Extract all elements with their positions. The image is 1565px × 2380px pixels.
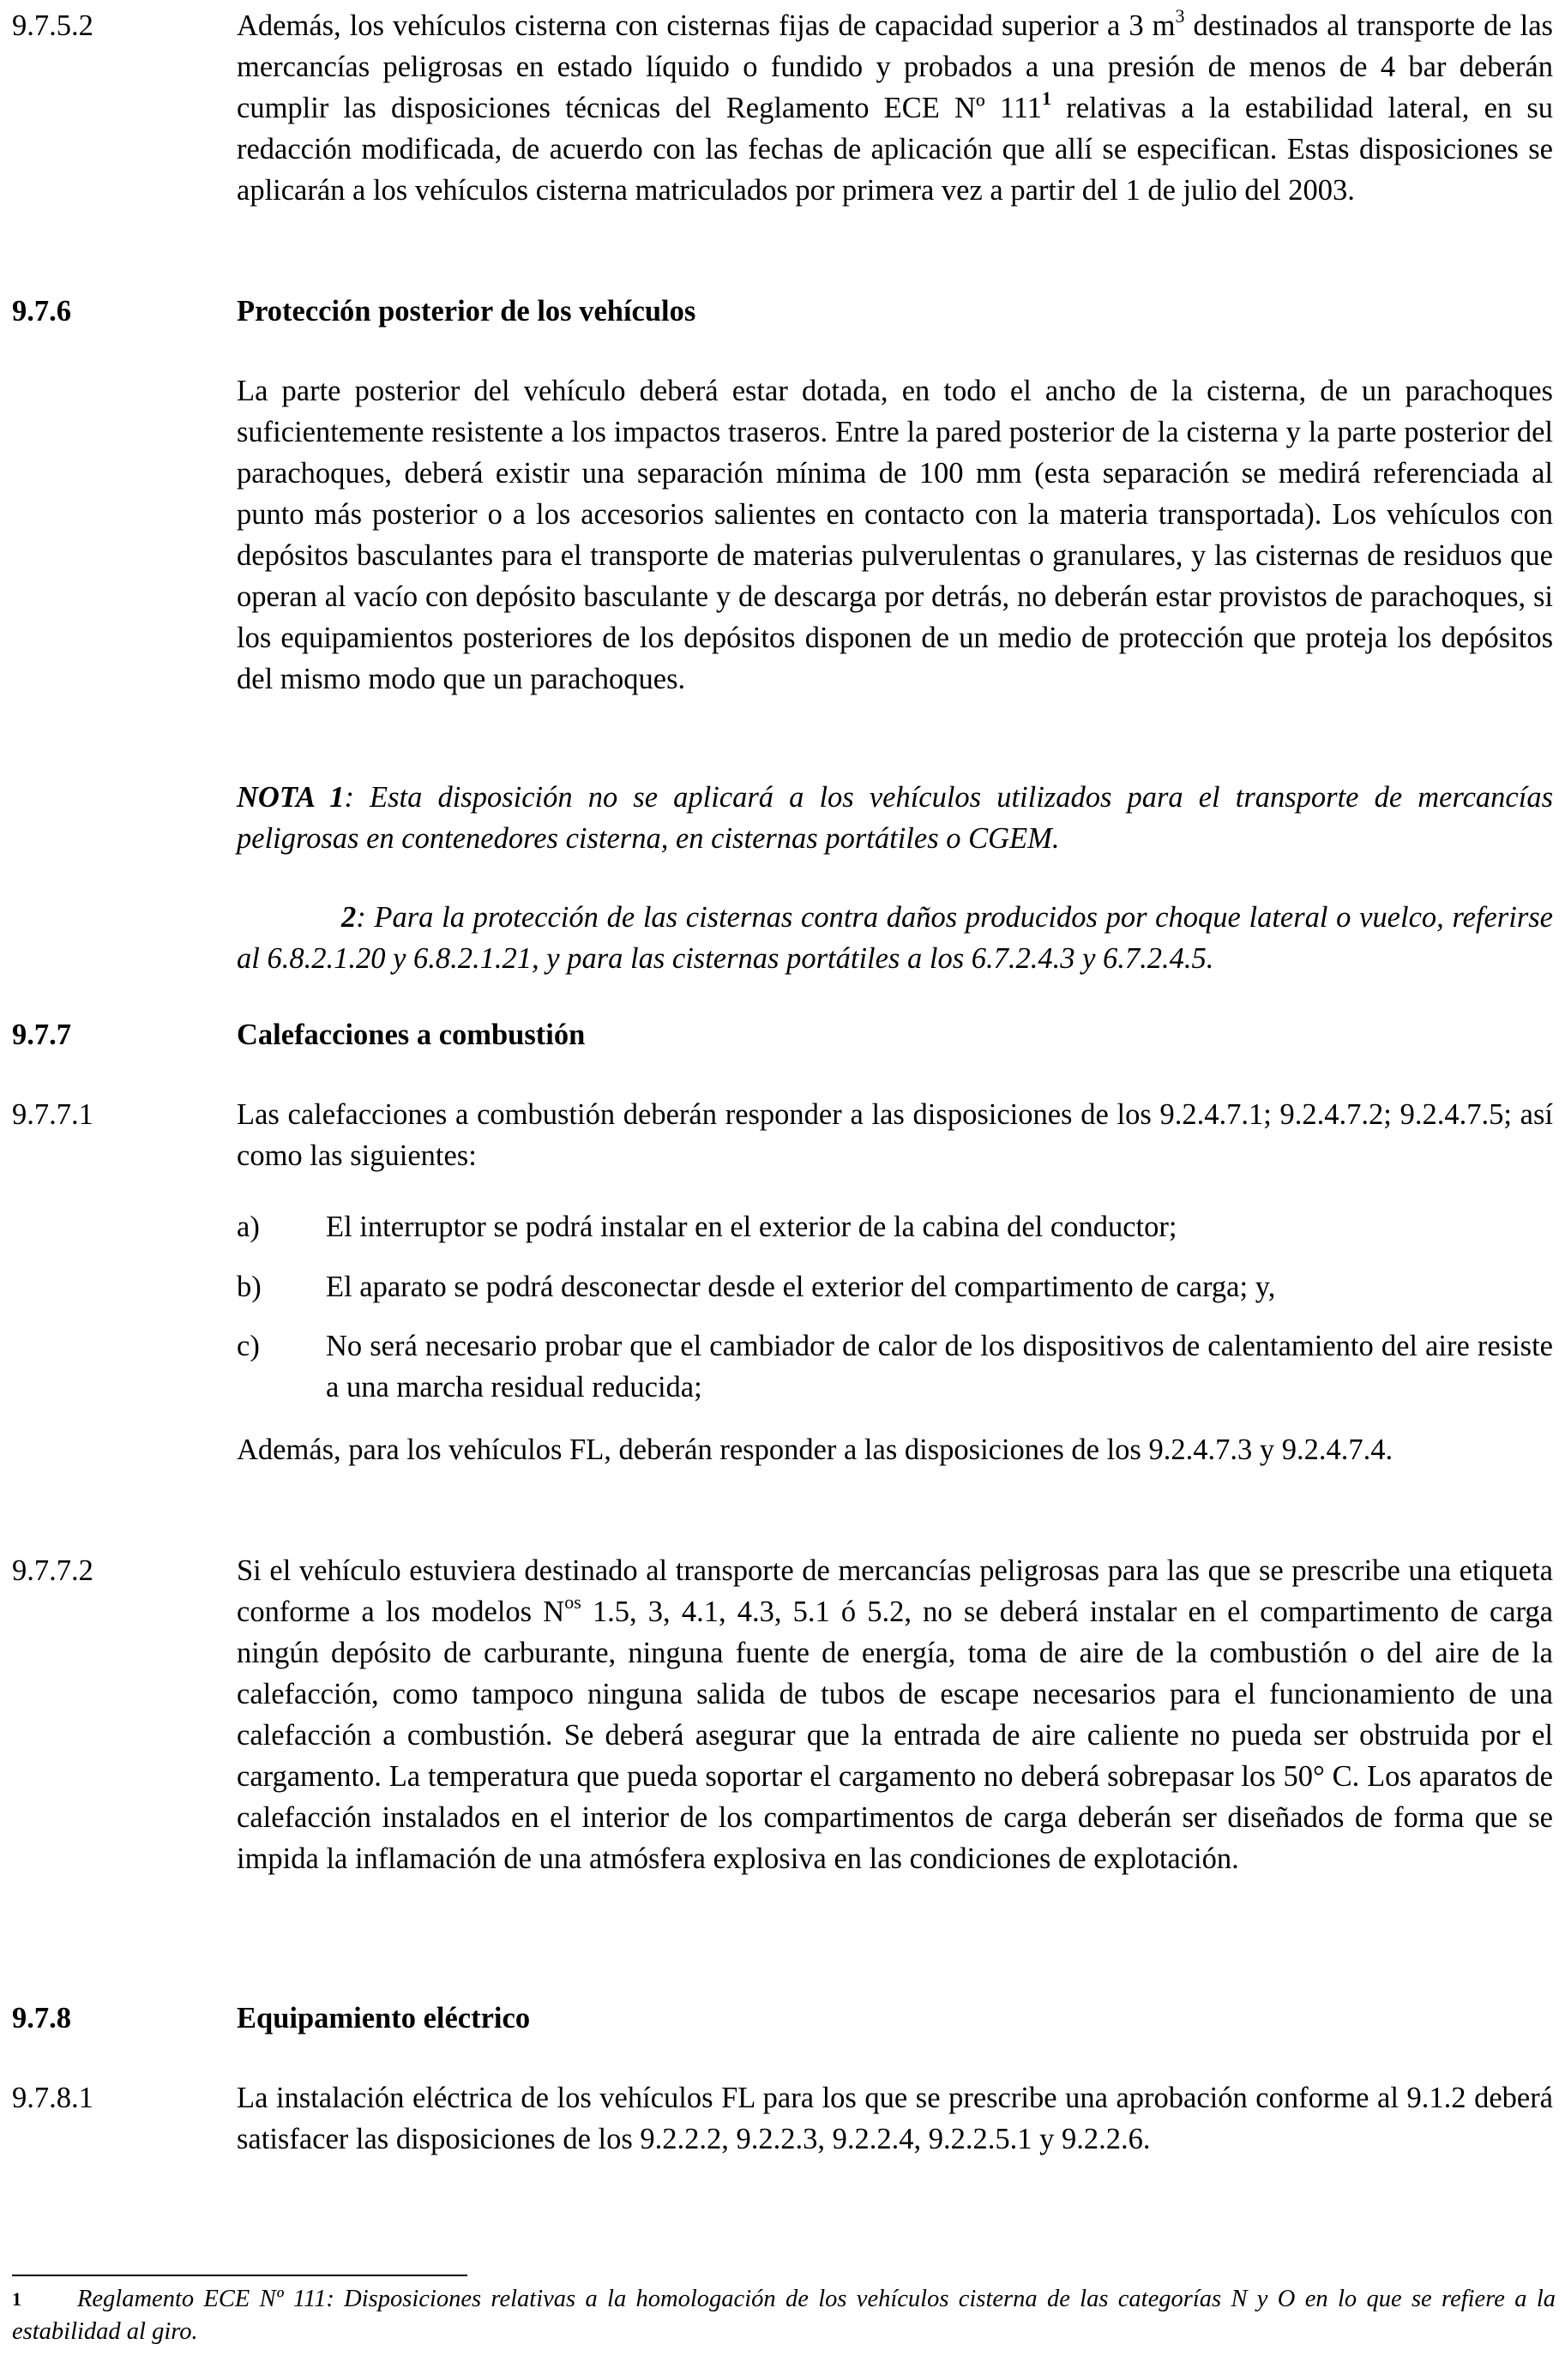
section-number: 9.7.8.1 [12, 2082, 93, 2114]
section-paragraph: Las calefacciones a combustión deberán responder a las disposiciones de los 9.2.4.7.1; 9.2.4.7.2; 9.2.4.7.5; así como las siguientes: [237, 1098, 1553, 1172]
section-paragraph: La parte posterior del vehículo deberá estar dotada, en todo el ancho de la cisterna, de un parachoques suficientemente resistente a los impactos traseros. Entre la pared posterior de la cisterna y la parte posterior del parachoques, deberá existir una separación mínima de 100 mm (esta separación se medirá referenciada al punto más posterior o a los accesorios salientes en contacto con la materia transportada). Los vehículos con depósitos basculantes para el transporte de materias pulverulentas o granulares, y las cisternas de residuos que operan al vacío con depósito basculante y de descarga por detrás, no deberán estar provistos de parachoques, si los equipamientos posteriores de los depósitos disponen de un medio de protección que proteja los depósitos del mismo modo que un parachoques. [237, 375, 1553, 695]
section-number: 9.7.7.2 [12, 1554, 93, 1587]
section-heading: Calefacciones a combustión [237, 1019, 586, 1051]
section-paragraph: Además, los vehículos cisterna con cisternas fijas de capacidad superior a 3 $m^3$ destinados al transporte de las mercancías peligrosas en estado líquido o fundido y probados a una presión de menos de 4 bar deberán cumplir las disposiciones técnicas del Reglamento ECE Nº $111^1$ relativas a la estabilidad lateral, en su redacción modificada, de acuerdo con las fechas de aplicación que allí se especifican. Estas disposiciones se aplicarán a los vehículos cisterna matriculados por primera vez a partir del 1 de julio del 2003. [237, 5, 1554, 207]
list-text: No será necesario probar que el cambiador de calor de los dispositivos de calentamiento del aire resiste a una marcha residual reducida; [326, 1330, 1553, 1403]
section-number: 9.7.6 [12, 295, 71, 328]
list-text: El interruptor se podrá instalar en el exterior de la cabina del conductor; [326, 1211, 1177, 1243]
note-label: 2 [341, 901, 357, 934]
list-letter: a) [237, 1211, 260, 1243]
note-label: NOTA 1 [237, 781, 345, 814]
section-number: 9.7.7 [12, 1019, 71, 1051]
section-number: 9.7.5.2 [12, 9, 93, 42]
section-heading: Equipamiento eléctrico [237, 2002, 531, 2034]
note-paragraph: 2: Para la protección de las cisternas contra daños producidos por choque lateral o vuelco, referirse al 6.8.2.1.20 y 6.8.2.1.21, y para las cisternas portátiles a los 6.7.2.4.3 y 6.7.2.4.5. [237, 901, 1553, 975]
section-paragraph: La instalación eléctrica de los vehículos FL para los que se prescribe una aprobación conforme al 9.1.2 deberá satisfacer las disposiciones de los 9.2.2.2, 9.2.2.3, 9.2.2.4, 9.2.2.5.1 y 9.2.2.6. [237, 2082, 1553, 2155]
footnote-mark: 1 [12, 2288, 21, 2310]
footnote-separator [12, 2275, 467, 2276]
section-heading: Protección posterior de los vehículos [237, 295, 696, 328]
section-number: 9.7.8 [12, 2002, 71, 2034]
list-letter: b) [237, 1271, 262, 1303]
section-paragraph: Si el vehículo estuviera destinado al transporte de mercancías peligrosas para las que se prescribe una etiqueta conforme a los modelos $N^{os}$ 1.5, 3, 4.1, 4.3, 5.1 ó 5.2, no se deberá instalar en el compartimento de carga ningún depósito de carburante, ninguna fuente de energía, toma de aire de la combustión o del aire de la calefacción, como tampoco ninguna salida de tubos de escape necesarios para el funcionamiento de una calefacción a combustión. Se deberá asegurar que la entrada de aire caliente no pueda ser obstruida por el cargamento. La temperatura que pueda soportar el cargamento no deberá sobrepasar los 50° C. Los aparatos de calefacción instalados en el interior de los compartimentos de carga deberán ser diseñados de forma que se impida la inflamación de una atmósfera explosiva en las condiciones de explotación. [237, 1554, 1553, 1875]
superscript-plural: os [564, 1591, 581, 1613]
superscript-exponent: 3 [1175, 5, 1185, 27]
note-paragraph: NOTA 1: Esta disposición no se aplicará a los vehículos utilizados para el transporte de mercancías peligrosas en contenedores cisterna, en cisternas portátiles o CGEM. [237, 781, 1553, 855]
footnote-reference[interactable]: 1 [1042, 87, 1052, 109]
list-text: El aparato se podrá desconectar desde el exterior del compartimento de carga; y, [326, 1271, 1276, 1303]
footnote-text: Reglamento ECE Nº 111: Disposiciones relativas a la homologación de los vehículos cisterna de las categorías N y O en lo que se refiere a la estabilidad al giro. [12, 2286, 1556, 2345]
section-paragraph: Además, para los vehículos FL, deberán responder a las disposiciones de los 9.2.4.7.3 y 9.2.4.7.4. [237, 1433, 1393, 1466]
section-number: 9.7.7.1 [12, 1098, 93, 1131]
list-letter: c) [237, 1330, 260, 1362]
